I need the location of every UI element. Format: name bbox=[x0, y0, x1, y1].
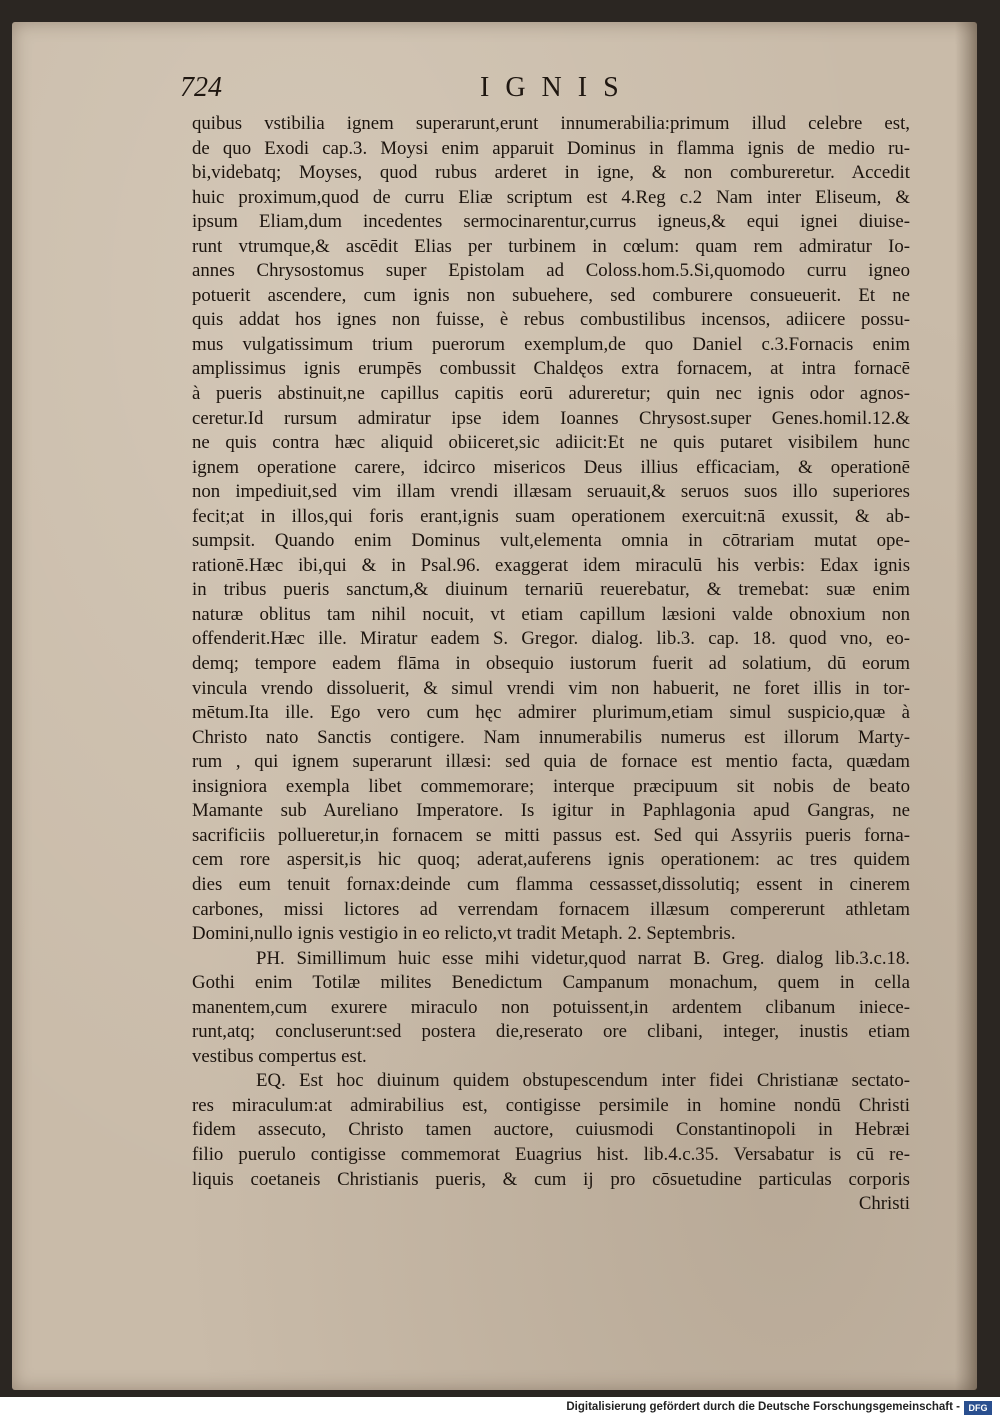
funding-notice: Digitalisierung gefördert durch die Deutsche Forschungsgemeinschaft - bbox=[566, 1401, 960, 1413]
text-line: potuerit ascendere, cum ignis non subuehere, sed comburere consueuerit. Et ne bbox=[192, 284, 910, 306]
footer-bar bbox=[0, 1397, 1000, 1419]
text-line: ignem operatione carere, idcirco misericos Deus illius efficaciam, & operationē bbox=[192, 456, 910, 478]
text-line: demq; tempore eadem flāma in obsequio iustorum fuerit ad solatium, dū eorum bbox=[192, 653, 910, 675]
text-line: in tribus pueris sanctum,& diuinum ternariū reuerebatur, & tremebat: suæ enim bbox=[192, 579, 910, 601]
text-line: PH. Simillimum huic esse mihi videtur,quod narrat B. Greg. dialog lib.3.c.18. bbox=[256, 947, 910, 969]
dfg-logo: DFG bbox=[964, 1401, 992, 1415]
text-line: rationē.Hæc ibi,qui & in Psal.96. exaggerat idem miraculū his verbis: Edax ignis bbox=[192, 554, 910, 576]
text-line: fecit;at in illos,qui foris erant,ignis suam operationem exercuit:nā exussit, & ab- bbox=[192, 505, 910, 527]
text-line: runt,atq; concluserunt:sed postera die,reserato ore clibani, integer, inustis etiam bbox=[192, 1021, 910, 1043]
text-line: bi,videbatq; Moyses, quod rubus arderet in igne, & non combureretur. Accedit bbox=[192, 162, 910, 184]
text-line: Christo nato Sanctis contigere. Nam innumerabilis numerus est illorum Marty- bbox=[192, 726, 910, 748]
body-text bbox=[192, 112, 910, 1217]
text-line: huic proximum,quod de curru Eliæ scriptum est 4.Reg c.2 Nam inter Eliseum, & bbox=[192, 186, 910, 208]
text-line: ipsum Eliam,dum incedentes sermocinarentur,currus igneus,& equi ignei diuise- bbox=[192, 211, 910, 233]
text-line: offenderit.Hæc ille. Miratur eadem S. Gregor. dialog. lib.3. cap. 18. quod vno, eo- bbox=[192, 628, 910, 650]
text-line: quis addat hos ignes non fuisse, è rebus combustilibus incensos, adiicere possu- bbox=[192, 309, 910, 331]
text-line: annes Chrysostomus super Epistolam ad Coloss.hom.5.Si,quomodo curru igneo bbox=[192, 260, 910, 282]
text-line: vestibus compertus est. bbox=[192, 1045, 367, 1067]
text-line: liquis coetaneis Christianis pueris, & cum ij pro cōsuetudine particulas corporis bbox=[192, 1168, 910, 1190]
text-line: runt vtrumque,& ascēdit Elias per turbinem in cœlum: quam rem admiratur Io- bbox=[192, 235, 910, 257]
text-line: res miraculum:at admirabilius est, contigisse persimile in homine nondū Christi bbox=[192, 1094, 910, 1116]
text-line: filio puerulo contigisse commemorat Euagrius hist. lib.4.c.35. Versabatur is cū re- bbox=[192, 1143, 910, 1165]
text-line: sumpsit. Quando enim Dominus vult,elementa omnia in cōtrariam mutat ope- bbox=[192, 530, 910, 552]
text-line: à pueris abstinuit,ne capillus capitis eorū adureretur; quin nec ignis odor agnos- bbox=[192, 383, 910, 405]
running-head: IGNIS bbox=[480, 72, 635, 103]
text-line: quibus vstibilia ignem superarunt,erunt innumerabilia:primum illud celebre est, bbox=[192, 113, 910, 134]
text-line: dies eum tenuit fornax:deinde cum flamma cessasset,dissolutiq; essent in cinerem bbox=[192, 873, 910, 895]
text-line: de quo Exodi cap.3. Moysi enim apparuit Dominus in flamma ignis de medio ru- bbox=[192, 137, 910, 159]
text-line: vincula vrendo dissoluerit, & simul vrendi vim non habuerit, ne foret illis in tor- bbox=[192, 677, 910, 699]
text-line: Gothi enim Totilæ milites Benedictum Campanum monachum, quem in cella bbox=[192, 972, 910, 994]
text-line: ceretur.Id rursum admiratur ipse idem Ioannes Chrysost.super Genes.homil.12.& bbox=[192, 407, 910, 429]
text-line: fidem assecuto, Christo tamen auctore, cuiusmodi Constantinopoli in Hebræi bbox=[192, 1119, 910, 1141]
text-line: mētum.Ita ille. Ego vero cum hęc admirer plurimum,etiam simul suspicio,quæ à bbox=[192, 702, 910, 724]
text-line: rum , qui ignem superarunt illæsi: sed quia de fornace est mentio facta, quædam bbox=[192, 751, 910, 773]
catchword: Christi bbox=[858, 1193, 910, 1215]
text-line: amplissimus ignis erumpēs combussit Chaldęos extra fornacem, at intra fornacē bbox=[192, 358, 910, 380]
text-line: mus vulgatissimum trium puerorum exemplum,de quo Daniel c.3.Fornacis enim bbox=[192, 333, 910, 355]
page-number: 724 bbox=[180, 72, 222, 103]
text-line: ne quis contra hæc aliquid obiiceret,sic adiicit:Et ne quis putaret visibilem hunc bbox=[192, 432, 910, 454]
page-edge-shadow bbox=[955, 22, 977, 1390]
text-line: insigniora exempla libet commemorare; interque præcipuum sit nobis de beato bbox=[192, 775, 910, 797]
text-line: manentem,cum exurere miraculo non potuissent,in ardentem clibanum iniece- bbox=[192, 996, 910, 1018]
text-line: Mamante sub Aureliano Imperatore. Is igitur in Paphlagonia apud Gangras, ne bbox=[192, 800, 910, 822]
text-line: non impediuit,sed vim illam vrendi illæsam seruauit,& seruos suos illo superiores bbox=[192, 481, 910, 503]
text-line: EQ. Est hoc diuinum quidem obstupescendum inter fidei Christianæ sectato- bbox=[256, 1070, 910, 1092]
text-line: Domini,nullo ignis vestigio in eo relicto,vt tradit Metaph. 2. Septembris. bbox=[192, 923, 736, 945]
text-line: cem rore aspersit,is hic quoq; aderat,auferens ignis operationem: ac tres quidem bbox=[192, 849, 910, 871]
text-line: naturæ oblitus tam nihil nocuit, vt etiam capillum læsioni valde obnoxium non bbox=[192, 603, 910, 625]
page-header bbox=[180, 72, 910, 112]
text-line: sacrificiis pollueretur,in fornacem se mitti passus est. Sed qui Assyriis pueris forna- bbox=[192, 824, 910, 846]
text-line: carbones, missi lictores ad verrendam fornacem illæsum compererunt athletam bbox=[192, 898, 910, 920]
